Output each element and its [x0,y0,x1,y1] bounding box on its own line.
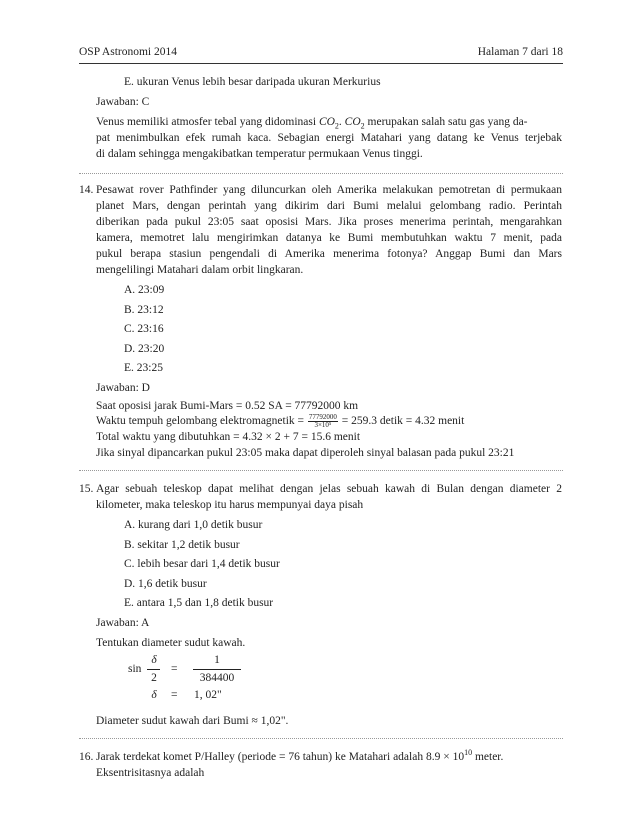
q15-eq-two: 2 [151,672,157,684]
q14-option-c: C. 23:16 [124,323,164,335]
q15-number: 15. [79,483,94,495]
q15-eq-equals: = [171,663,178,675]
prev-option-e: E. ukuran Venus lebih besar daripada ukuran Merkurius [124,76,381,88]
q15-option-d: D. 1,6 detik busur [124,578,207,590]
q14-text-line: Pesawat rover Pathfinder yang diluncurkan oleh Amerika melakukan pemotretan di permukaan [96,184,562,196]
q14-text-line: mengelilingi Matahari dalam orbit lingkaran. [96,264,304,276]
prev-explanation-line-1: Venus memiliki atmosfer tebal yang didominasi $CO_2$. $CO_2$ merupakan salah satu gas yang da- [96,116,528,131]
prev-answer: Jawaban: C [96,96,150,108]
q15-text-line: kilometer, maka teleskop itu harus mempunyai daya pisah [96,499,364,511]
q14-text-line: kamera, memotret lalu mengirimkan datanya ke Bumi membutuhkan waktu 7 menit, pada [96,232,562,244]
q16-text-line-2: Eksentrisitasnya adalah [96,767,205,779]
q15-eq-fraction-bar [147,669,160,670]
q14-answer: Jawaban: D [96,382,150,394]
question-separator [79,738,563,739]
q15-option-a: A. kurang dari 1,0 detik busur [124,519,263,531]
q15-answer: Jawaban: A [96,617,150,629]
q14-solution-line-2: Waktu tempuh gelombang elektromagnetik = $\frac{77792000}{\text{3×10⁵}}$ = 259.3 detik = 4.32 menit [96,413,465,429]
q14-text-line: planet Mars, dengan perintah yang dikirim dari Bumi melalui gelombang radio. Perintah [96,200,562,212]
q14-text-line: diberikan pada pukul 23:05 saat oposisi Mars. Jika proses menerima perintah, mengarahkan [96,216,562,228]
header-page-number: Halaman 7 dari 18 [477,46,563,58]
q14-option-b: B. 23:12 [124,304,164,316]
q15-eq-den: 384400 [199,672,235,684]
q14-option-d: D. 23:20 [124,343,165,355]
question-separator [79,470,563,471]
q15-eq-one: 1 [214,654,220,666]
q15-intro: Tentukan diameter sudut kawah. [96,637,246,649]
q15-eq-equals: = [171,689,178,701]
q14-solution-line-1: Saat oposisi jarak Bumi-Mars = 0.52 SA = 77792000 km [96,400,359,412]
header-rule [79,63,563,64]
q15-eq-result: 1, 02" [194,689,222,701]
q14-option-a: A. 23:09 [124,284,165,296]
q14-number: 14. [79,184,94,196]
q15-option-e: E. antara 1,5 dan 1,8 detik busur [124,597,274,609]
q15-eq-delta: δ [151,689,157,701]
q16-text-line-1: Jarak terdekat komet P/Halley (periode = 76 tahun) ke Matahari adalah $8.9 \times 10^{10}$ meter. [96,748,504,763]
q15-option-b: B. sekitar 1,2 detik busur [124,539,240,551]
q15-eq-fraction-bar [193,669,241,670]
q14-option-e: E. 23:25 [124,362,163,374]
q15-conclusion: Diameter sudut kawah dari Bumi ≈ 1,02". [96,715,289,727]
q15-eq-delta-num: δ [151,654,157,666]
q14-solution-line-4: Jika sinyal dipancarkan pukul 23:05 maka dapat diperoleh sinyal balasan pada pukul 23:21 [96,447,515,459]
prev-explanation-line-3: di dalam sehingga mengakibatkan temperatur permukaan Venus tinggi. [96,148,423,160]
header-title: OSP Astronomi 2014 [79,46,177,58]
q15-eq-sin: sin [128,663,142,675]
q15-option-c: C. lebih besar dari 1,4 detik busur [124,558,280,570]
q15-text-line: Agar sebuah teleskop dapat melihat dengan jelas sebuah kawah di Bulan dengan diameter 2 [96,483,562,495]
question-separator [79,173,563,174]
q14-text-line: pukul berapa stasiun pengendali di Amerika menerima fotonya? Anggap Bumi dan Mars [96,248,562,260]
q14-solution-line-3: Total waktu yang dibutuhkan = 4.32 × 2 + 7 = 15.6 menit [96,431,361,443]
prev-explanation-line-2: pat menimbulkan efek rumah kaca. Sebagian energi Matahari yang datang ke Venus terjebak [96,132,562,144]
q16-number: 16. [79,751,94,763]
q14-fraction: $\frac{77792000}{\text{3×10⁵}}$ [308,413,337,429]
